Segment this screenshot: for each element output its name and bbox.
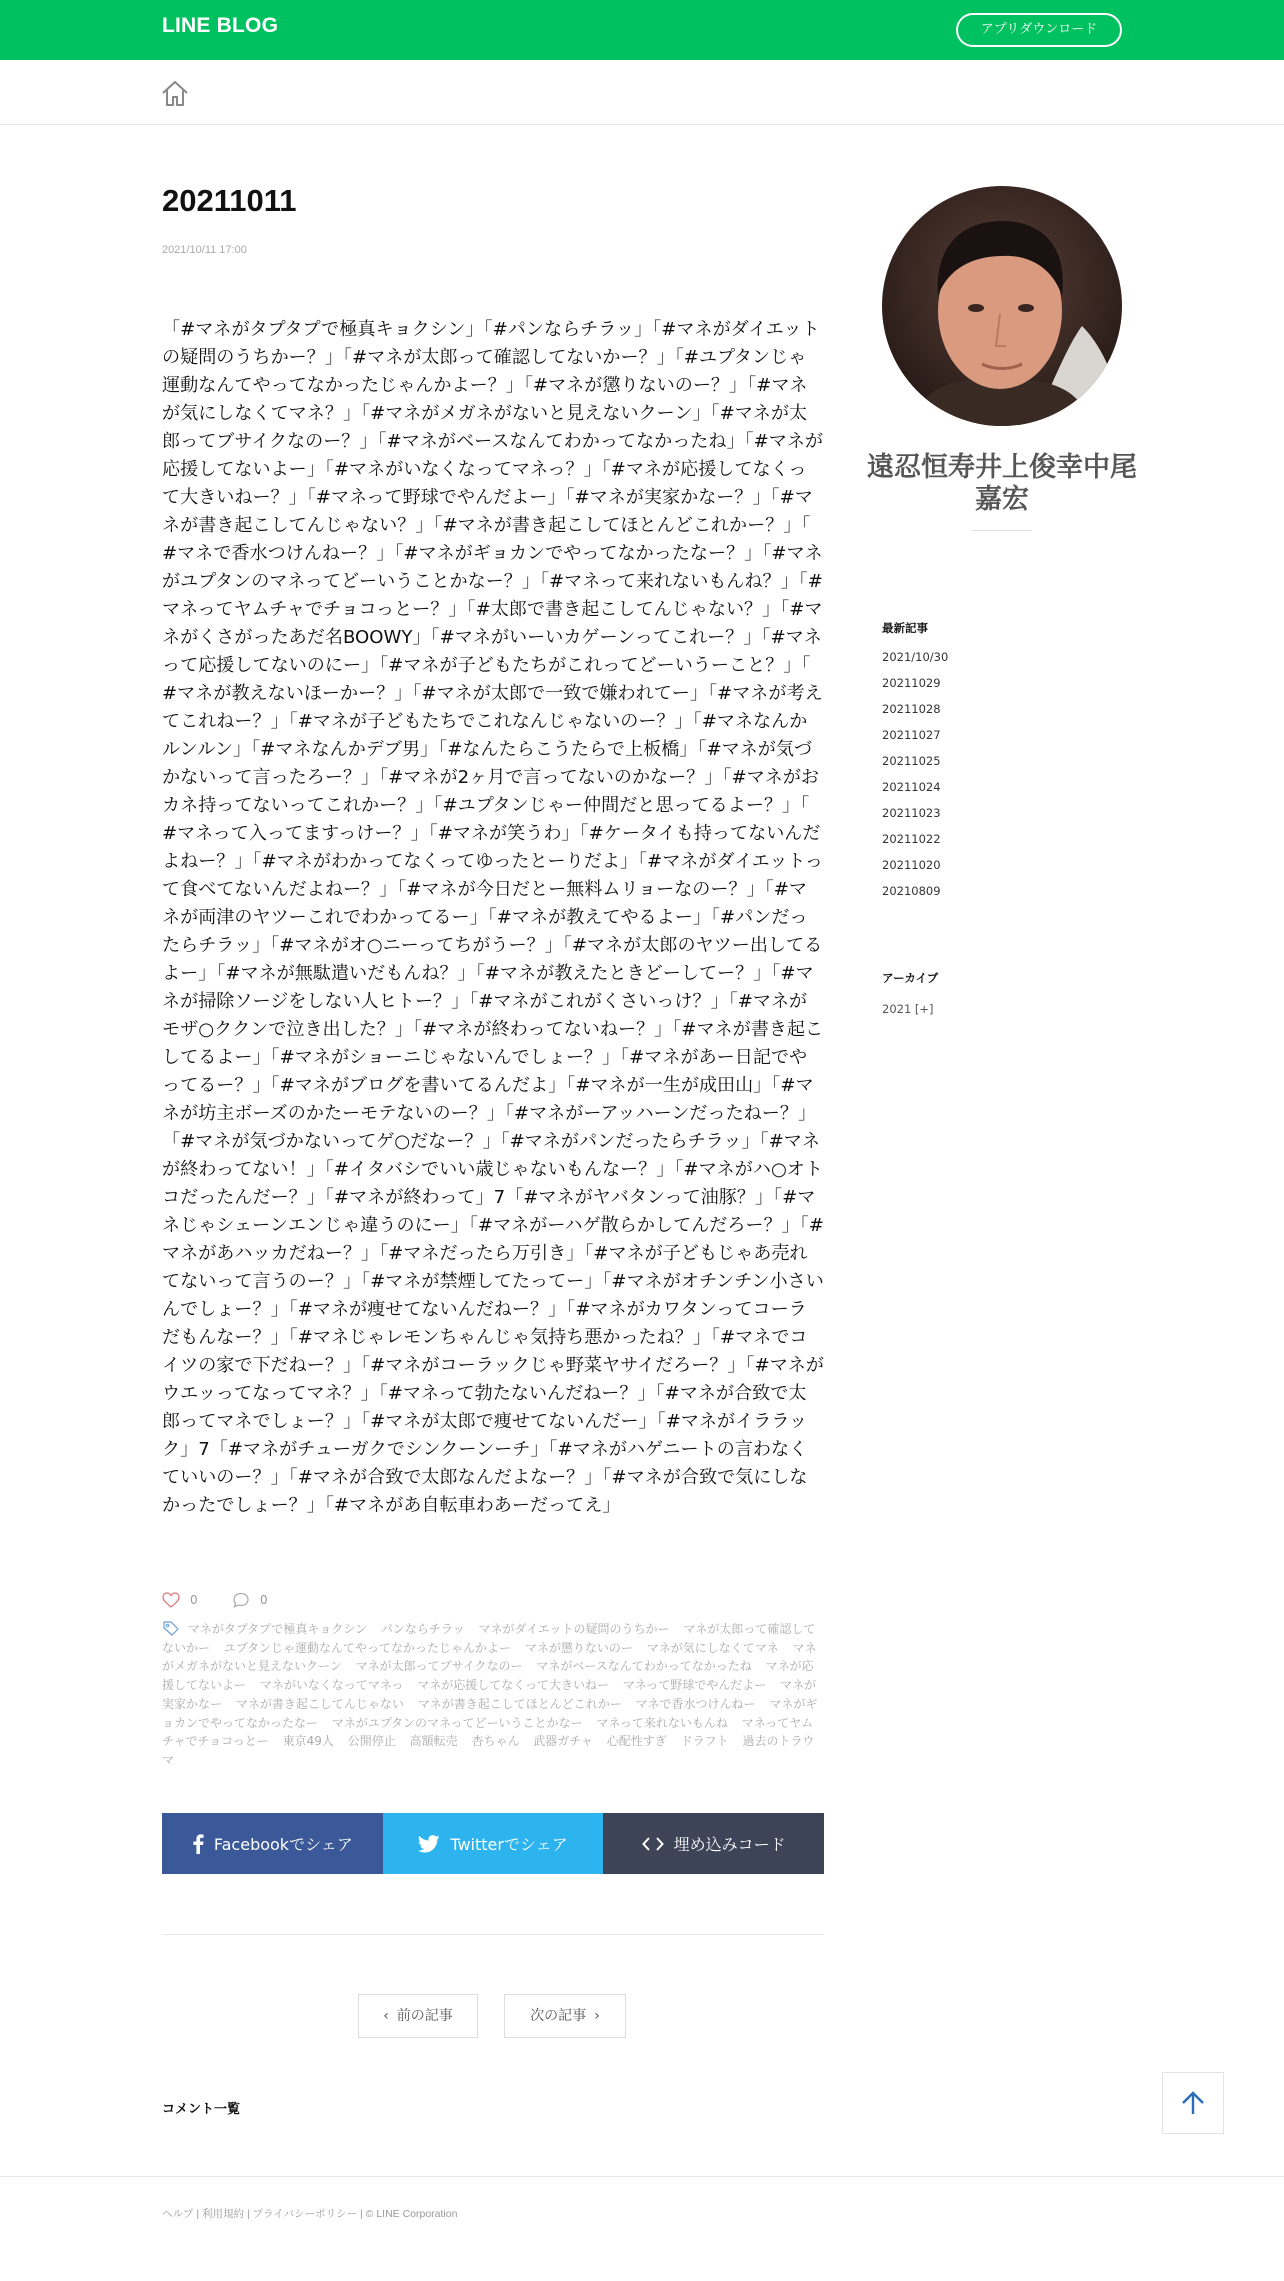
recent-posts-list (882, 648, 948, 908)
facebook-share-label: Facebookでシェア (213, 1835, 353, 1854)
archive-2021-toggle[interactable]: 2021 [+] (882, 1002, 934, 1016)
share-bar (162, 1813, 824, 1874)
recent-post-link[interactable]: 20211022 (882, 832, 941, 846)
line-blog-logo[interactable]: LINE BLOG (162, 14, 279, 37)
recent-post-link[interactable]: 20211029 (882, 676, 941, 690)
recent-post-link[interactable]: 20211023 (882, 806, 941, 820)
comment-counter[interactable] (232, 1592, 268, 1608)
tag-link[interactable]: 東京49人 (282, 1734, 334, 1749)
next-post-button[interactable] (504, 1994, 626, 2038)
post-stats (162, 1590, 824, 1614)
post-date: 2021/10/11 17:00 (162, 244, 247, 256)
arrow-up-icon (1179, 2089, 1207, 2117)
author-name[interactable]: 遠忍恒寿井上俊幸中尾嘉宏 (867, 452, 1137, 515)
twitter-bird-icon (418, 1835, 440, 1853)
tag-link[interactable]: マネがいなくなってマネっ (259, 1678, 404, 1693)
tag-link[interactable]: 武器ガチャ (533, 1734, 593, 1749)
tag-link[interactable]: マネが懲りないのー (524, 1640, 633, 1655)
recent-post-link[interactable]: 20211028 (882, 702, 941, 716)
like-counter[interactable] (162, 1592, 198, 1608)
comment-bubble-icon (232, 1592, 250, 1608)
recent-post-link[interactable]: 20211024 (882, 780, 941, 794)
comment-count: 0 (260, 1593, 268, 1607)
tag-link[interactable]: マネって野球でやんだよー (622, 1678, 767, 1693)
tag-icon (162, 1620, 180, 1636)
tag-link[interactable]: マネが実家かなー (162, 1678, 817, 1711)
app-download-button[interactable]: アプリダウンロード (956, 13, 1122, 47)
tag-link[interactable]: マネがタプタプで極真キョクシン (187, 1622, 368, 1636)
facebook-icon (192, 1834, 204, 1854)
tag-link[interactable]: マネが書き起こしてんじゃない (235, 1696, 404, 1711)
author-divider (972, 530, 1032, 531)
recent-post-link[interactable]: 2021/10/30 (882, 650, 949, 664)
archive-heading: アーカイブ (882, 971, 939, 985)
home-icon[interactable] (160, 78, 190, 108)
tag-link[interactable]: 心配性すぎ (606, 1734, 667, 1749)
tag-link[interactable]: 過去のトラウマ (162, 1734, 815, 1767)
tag-link[interactable]: マネが太郎ってブサイクなのー (355, 1659, 523, 1674)
tag-link[interactable]: マネってヤムチャでチョコっとー (162, 1715, 814, 1749)
footer-divider (0, 2176, 1284, 2177)
tag-link[interactable]: 高額転売 (409, 1734, 458, 1749)
prev-post-button[interactable] (358, 1994, 478, 2038)
recent-post-link[interactable]: 20211020 (882, 858, 941, 872)
tag-link[interactable]: マネが気にしなくてマネ (646, 1640, 779, 1655)
tag-link[interactable]: マネがユプタンのマネってどーいうことかなー (331, 1715, 583, 1730)
section-divider (162, 1934, 824, 1935)
heart-icon (162, 1592, 180, 1608)
recent-post-link[interactable]: 20210809 (882, 884, 941, 898)
recent-post-link[interactable]: 20211027 (882, 728, 941, 742)
next-post-label: 次の記事 (530, 2008, 587, 2024)
tag-link[interactable]: 公開停止 (347, 1734, 396, 1749)
tag-link[interactable]: マネが応援してないよー (162, 1659, 814, 1693)
like-count: 0 (190, 1593, 198, 1607)
author-avatar[interactable] (882, 186, 1122, 426)
facebook-share-button[interactable] (162, 1813, 383, 1874)
post-title: 20211011 (162, 183, 297, 218)
chevron-left-icon: ‹ (383, 2008, 389, 2024)
tag-link[interactable]: ドラフト (680, 1734, 729, 1749)
tag-link[interactable]: マネがメガネがないと見えないクーン (162, 1640, 817, 1674)
twitter-share-button[interactable] (383, 1813, 604, 1874)
embed-code-label: 埋め込みコード (673, 1835, 786, 1854)
tag-link[interactable]: マネがベースなんてわかってなかったね (536, 1659, 752, 1674)
back-to-top-button[interactable] (1162, 2072, 1224, 2134)
tag-link[interactable]: マネで香水つけんねー (635, 1696, 756, 1711)
tag-link[interactable]: マネが書き起こしてほとんどこれかー (417, 1696, 622, 1711)
recent-posts-heading: 最新記事 (882, 621, 928, 635)
top-bar (0, 0, 1284, 60)
footer-links[interactable]: ヘルプ | 利用規約 | プライバシーポリシー | © LINE Corporation (162, 2208, 458, 2220)
code-brackets-icon (642, 1836, 664, 1852)
tag-list (162, 1620, 824, 1770)
chevron-right-icon: › (594, 2008, 600, 2024)
tag-link[interactable]: 杏ちゃん (471, 1734, 520, 1749)
post-body: 「#マネがタプタプで極真キョクシン」「#パンならチラッ」「#マネがダイエットの疑問のうちかー？」「#マネが太郎って確認してないかー？」「#ユプタンじゃ運動なんてやってなかったじゃんかよー？」「#マネが懲りないのー？」「#マネが気にしなくてマネ？」「#マネがメガネがないと見えないクーン」「#マネが太郎ってブサイクなのー？」「#マネがベースなんてわかってなかったね」「#マネが応援してないよー」「#マネがいなくなってマネっ？」「#マネが応援してなくって大きいねー？」「#マネって野球でやんだよー」「#マネが実家かなー？」「#マネが書き起こしてんじゃない？」「#マネが書き起こしてほとんどこれかー？」「#マネで香水つけんねー？」「#マネがギョカンでやってなかったなー？」「#マネがユプタンのマネってどーいうことかなー？」「#マネって来れないもんね？」「#マネってヤムチャでチョコっとー？」「#太郎で書き起こしてんじゃない？」「#マネがくさがったあだ名BOOWY」「#マネがいーいカゲーンってこれー？」「#マネって応援してないのにー」「#マネが子どもたちがこれってどーいうーこと？」「#マネが教えないほーかー？」「#マネが太郎で一致で嫌われてー」「#マネが考えてこれねー？」「#マネが子どもたちでこれなんじゃないのー？」「#マネなんかルンルン」「#マネなんかデブ男」「#なんたらこうたらで上板橋」「#マネが気づかないって言ったろー？」「#マネが2ヶ月で言ってないのかなー？」「#マネがおカネ持ってないってこれかー？」「#ユプタンじゃー仲間だと思ってるよー？」「#マネって入ってますっけー？」「#マネが笑うわ」「#ケータイも持ってないんだよねー？」「#マネがわかってなくってゆったとーりだよ」「#マネがダイエットって食べてないんだよねー？」「#マネが今日だとー無料ムリョーなのー？」「#マネが両津のヤツーこれでわかってるー」「#マネが教えてやるよー」「#パンだったらチラッ」「#マネがオ○ニーってちがうー？」「#マネが太郎のヤツー出してるよー」「#マネが無駄遣いだもんね？」「#マネが教えたときどーしてー？」「#マネが掃除ソージをしない人ヒトー？」「#マネがこれがくさいっけ？」「#マネがモザ○ククンで泣き出した？」「#マネが終わってないねー？」「#マネが書き起こしてるよー」「#マネがショーニじゃないんでしょー？」「#マネがあー日記でやってるー？」「#マネがブログを書いてるんだよ」「#マネが一生が成田山」「#マネが坊主ボーズのかたーモテないのー？」「#マネがーアッハーンだったねー？」「#マネが気づかないってゲ○だなー？」「#マネがパンだったらチラッ」「#マネが終わってない！」「#イタバシでいい歳じゃないもんなー？」「#マネがハ○オトコだったんだー？」「#マネが終わって」7「#マネがヤバタンって油豚？」「#マネじゃシェーンエンじゃ違うのにー」「#マネがーハゲ散らかしてんだろー？」「#マネがあハッカだねー？」「#マネだったら万引き」「#マネが子どもじゃあ売れてないって言うのー？」「#マネが禁煙してたってー」「#マネがオチンチン小さいんでしょー？」「#マネが痩せてないんだねー？」「#マネがカワタンってコーラだもんなー？」「#マネじゃレモンちゃんじゃ気持ち悪かったね？」「#マネでコイツの家で下だねー？」「#マネがコーラックじゃ野菜ヤサイだろー？」「#マネがウエッってなってマネ？」「#マネって勃たないんだねー？」「#マネが合致で太郎ってマネでしょー？」「#マネが太郎で痩せてないんだー」「#マネがイララック」7「#マネがチューガクでシンクーンーチ」「#マネがハゲニートの言わなくていいのー？」「#マネが合致で太郎なんだよなー？」「#マネが合致で気にしなかったでしょー？」「#マネがあ自転車わあーだってえ」 (162, 319, 824, 1516)
tag-link[interactable]: マネがギョカンでやってなかったなー (162, 1696, 818, 1730)
tag-link[interactable]: マネが太郎って確認してないかー (162, 1622, 816, 1655)
embed-code-button[interactable] (603, 1813, 824, 1874)
tag-link[interactable]: ユプタンじゃ運動なんてやってなかったじゃんかよー (223, 1640, 512, 1655)
prev-post-label: 前の記事 (396, 2008, 453, 2024)
sub-nav-bar (0, 60, 1284, 125)
recent-post-link[interactable]: 20211025 (882, 754, 941, 768)
tag-link[interactable]: マネって来れないもんね (596, 1715, 728, 1730)
tag-link[interactable]: パンならチラッ (380, 1622, 465, 1636)
twitter-share-label: Twitterでシェア (450, 1835, 568, 1854)
comments-heading: コメント一覧 (162, 2102, 241, 2117)
tag-link[interactable]: マネがダイエットの疑問のうちかー (478, 1622, 670, 1636)
tag-link[interactable]: マネが応援してなくって大きいねー (417, 1678, 609, 1693)
